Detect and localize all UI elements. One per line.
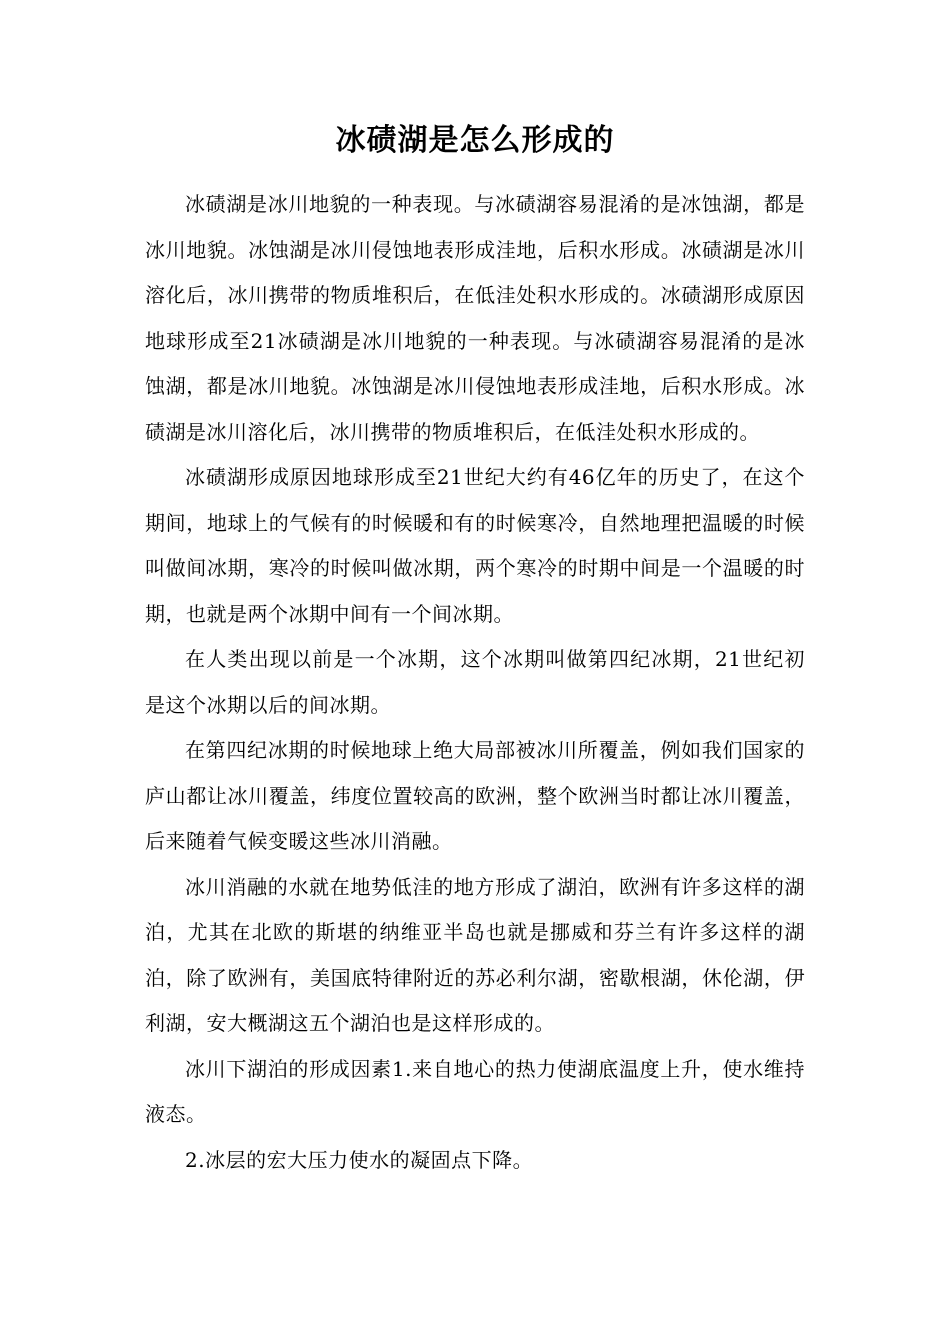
paragraph: 2.冰层的宏大压力使水的凝固点下降。 [185,1147,534,1172]
paragraph: 冰川下湖泊的形成因素1.来自地心的热力使湖底温度上升，使水维持液态。 [145,1056,805,1126]
paragraph: 冰碛湖是冰川地貌的一种表现。与冰碛湖容易混淆的是冰蚀湖，都是冰川地貌。冰蚀湖是冰川侵蚀地表形成洼地，后积水形成。冰碛湖是冰川溶化后，冰川携带的物质堆积后，在低洼处积水形成的。冰碛湖形成原因地球形成至21冰碛湖是冰川地貌的一种表现。与冰碛湖容易混淆的是冰蚀湖，都是冰川地貌。冰蚀湖是冰川侵蚀地表形成洼地，后积水形成。冰碛湖是冰川溶化后，冰川携带的物质堆积后，在低洼处积水形成的。 [145,192,805,444]
paragraph: 冰碛湖形成原因地球形成至21世纪大约有46亿年的历史了，在这个期间，地球上的气候有的时候暖和有的时候寒冷，自然地理把温暖的时候叫做间冰期，寒冷的时候叫做冰期，两个寒冷的时期中间是一个温暖的时期，也就是两个冰期中间有一个间冰期。 [145,465,805,626]
paragraph: 在第四纪冰期的时候地球上绝大局部被冰川所覆盖，例如我们国家的庐山都让冰川覆盖，纬度位置较高的欧洲，整个欧洲当时都让冰川覆盖，后来随着气候变暖这些冰川消融。 [145,738,805,853]
paragraph: 在人类出现以前是一个冰期，这个冰期叫做第四纪冰期，21世纪初是这个冰期以后的间冰期。 [145,647,805,717]
paragraph: 冰川消融的水就在地势低洼的地方形成了湖泊，欧洲有许多这样的湖泊，尤其在北欧的斯堪的纳维亚半岛也就是挪威和芬兰有许多这样的湖泊，除了欧洲有，美国底特律附近的苏必利尔湖，密歇根湖，休伦湖，伊利湖，安大概湖这五个湖泊也是这样形成的。 [145,874,805,1035]
document-title: 冰碛湖是怎么形成的 [335,123,615,158]
document-body [145,182,805,1183]
